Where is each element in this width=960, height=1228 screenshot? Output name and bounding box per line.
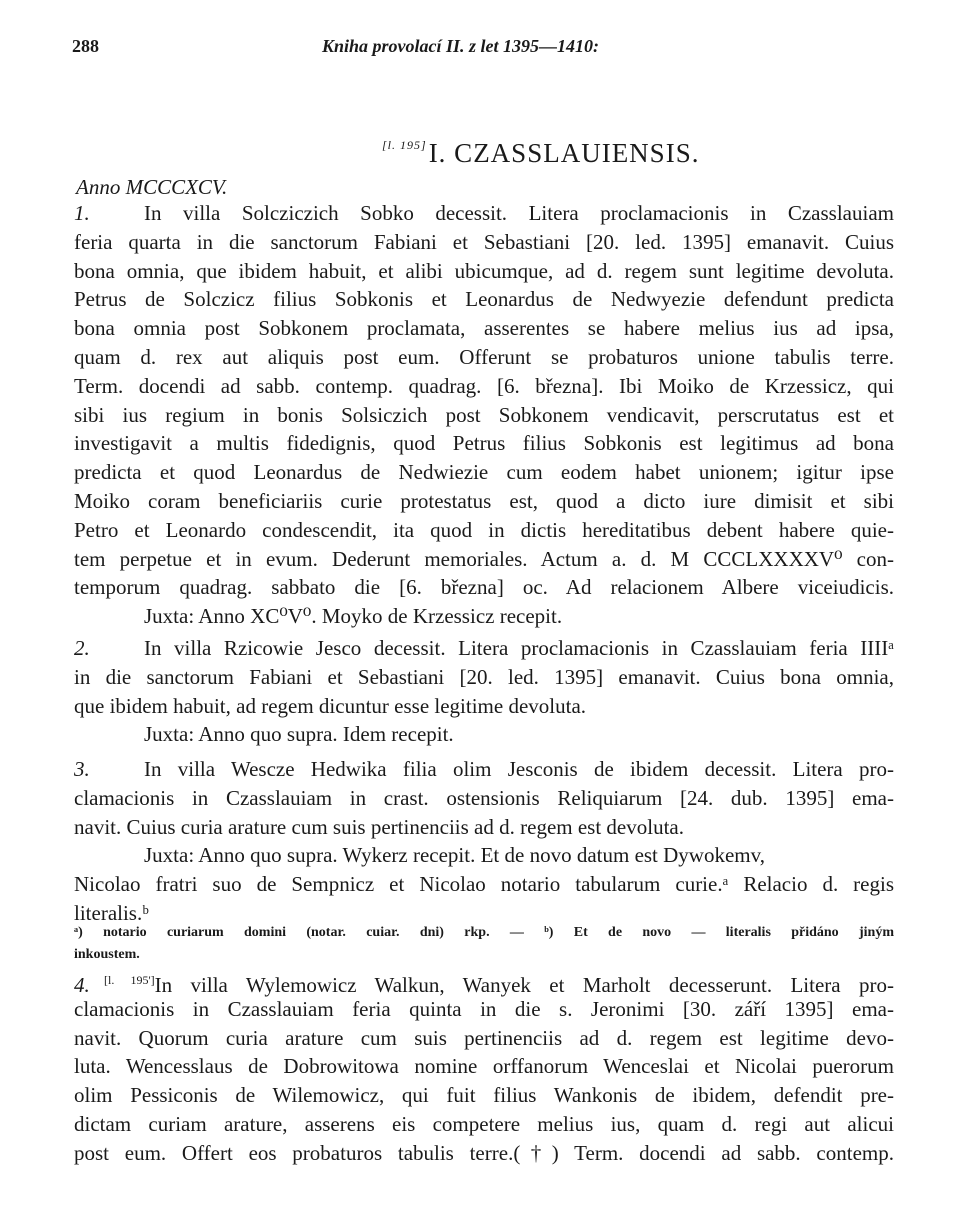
section-title-text: I. CZASSLAUIENSIS. — [428, 138, 700, 168]
entry-2 — [74, 634, 894, 749]
entry-line: 2. In villa Rzicowie Jesco decessit. Litera proclamacionis in Czasslauiam feria IIIIᵃ — [74, 634, 894, 663]
entry-line: literalis.ᵇ — [74, 900, 149, 925]
entry-line: quam d. rex aut aliquis post eum. Offerunt se probaturos unione tabulis terre. — [74, 344, 894, 369]
entry-line: Term. docendi ad sabb. contemp. quadrag. [6. března]. Ibi Moiko de Krzessicz, qui — [74, 373, 894, 398]
entry-line: Moiko coram beneficiariis curie protestatus est, quod a dicto iure dimisit et sibi — [74, 488, 894, 513]
page-number: 288 — [72, 36, 99, 56]
entry-line: que ibidem habuit, ad regem dicuntur esse legitime devoluta. — [74, 693, 587, 718]
entry-line: feria quarta in die sanctorum Fabiani et Sebastiani [20. led. 1395] emanavit. Cuius — [74, 229, 894, 254]
entry-line: olim Pessiconis de Wilemowicz, qui fuit filius Wankonis de ibidem, defendit pre- — [74, 1083, 894, 1108]
footnotes — [74, 922, 894, 966]
footnote-line: ᵃ) notario curiarum domini (notar. cuiar. dni) rkp. — ᵇ) Et de novo — literalis přidáno jiným — [74, 925, 894, 940]
entry-line: 1. In villa Solcziczich Sobko decessit. Litera proclamacionis in Czasslauiam — [74, 199, 894, 228]
entry-line: dictam curiam arature, asserens eis competere melius ius, quam d. regi aut alicui — [74, 1111, 894, 1136]
entry-line: investigavit a multis fidedignis, quod Petrus filius Sobkonis est legitimus ad bona — [74, 431, 894, 456]
entry-number: 2. — [74, 636, 90, 660]
entry-3 — [74, 755, 894, 928]
entry-line: clamacionis in Czasslauiam in crast. ostensionis Reliquiarum [24. dub. 1395] ema- — [74, 785, 894, 810]
entry-line: Nicolao fratri suo de Sempnicz et Nicolao notario tabularum curie.ᵃ Relacio d. regis — [74, 872, 894, 897]
entry-number: 4. — [74, 973, 90, 997]
entry-line: in die sanctorum Fabiani et Sebastiani [20. led. 1395] emanavit. Cuius bona omnia, — [74, 664, 894, 689]
entry-line: predicta et quod Leonardus de Nedwiezie cum eodem habet unionem; igitur ipse — [74, 460, 894, 485]
folio-reference: [l. 195'] — [104, 973, 155, 987]
juxta-note: Juxta: Anno quo supra. Wykerz recepit. Et de novo datum est Dywokemv, — [144, 843, 766, 868]
entry-number: 1. — [74, 201, 90, 225]
year-heading: Anno MCCCXCV. — [76, 175, 228, 199]
entry-line: bona omnia post Sobkonem proclamata, asserentes se habere melius ius ad ipsa, — [74, 316, 894, 341]
entry-1 — [74, 199, 894, 631]
juxta-note: Juxta: Anno XC⁰V⁰. Moyko de Krzessicz recepit. — [144, 604, 563, 629]
entry-line: clamacionis in Czasslauiam feria quinta in die s. Jeronimi [30. září 1395] ema- — [74, 996, 894, 1021]
entry-line: luta. Wencesslaus de Dobrowitowa nomine orffanorum Wenceslai et Nicolai puerorum — [74, 1054, 894, 1079]
entry-number: 3. — [74, 757, 90, 781]
entry-line: bona omnia, que ibidem habuit, et alibi ubicumque, ad d. regem sunt legitime devoluta. — [74, 258, 894, 283]
entry-line: navit. Quorum curia arature cum suis pertinenciis ad d. regem est legitime devo- — [74, 1025, 894, 1050]
entry-line: navit. Cuius curia arature cum suis pertinenciis ad d. regem est devoluta. — [74, 814, 684, 839]
footnote-line: inkoustem. — [74, 947, 140, 962]
running-title: Kniha provolací II. z let 1395—1410: — [322, 36, 600, 56]
section-title — [382, 138, 699, 169]
entry-line: Petrus de Solczicz filius Sobkonis et Leonardus de Nedwyezie defendunt predicta — [74, 287, 894, 312]
entry-line: temporum quadrag. sabbato die [6. března] oc. Ad relacionem Albere viceiudicis. — [74, 575, 894, 600]
entry-4 — [74, 966, 894, 1168]
entry-line: sibi ius regium in bonis Solsiczich post Sobkonem vendicavit, perscrutatus est et — [74, 402, 894, 427]
entry-line: tem perpetue et in evum. Dederunt memoriales. Actum a. d. M CCCLXXXXV⁰ con- — [74, 546, 894, 571]
entry-line: Petro et Leonardo condescendit, ita quod in dictis hereditatibus debent habere quie- — [74, 517, 894, 542]
entry-line: post eum. Offert eos probaturos tabulis terre.(†) Term. docendi ad sabb. contemp. — [74, 1140, 894, 1165]
entry-line: 4. [l. 195']In villa Wylemowicz Walkun, Wanyek et Marholt decesserunt. Litera pro- — [74, 966, 894, 995]
juxta-note: Juxta: Anno quo supra. Idem recepit. — [144, 722, 454, 747]
folio-reference: [l. 195] — [382, 138, 427, 152]
entry-line: 3. In villa Wescze Hedwika filia olim Jesconis de ibidem decessit. Litera pro- — [74, 755, 894, 784]
